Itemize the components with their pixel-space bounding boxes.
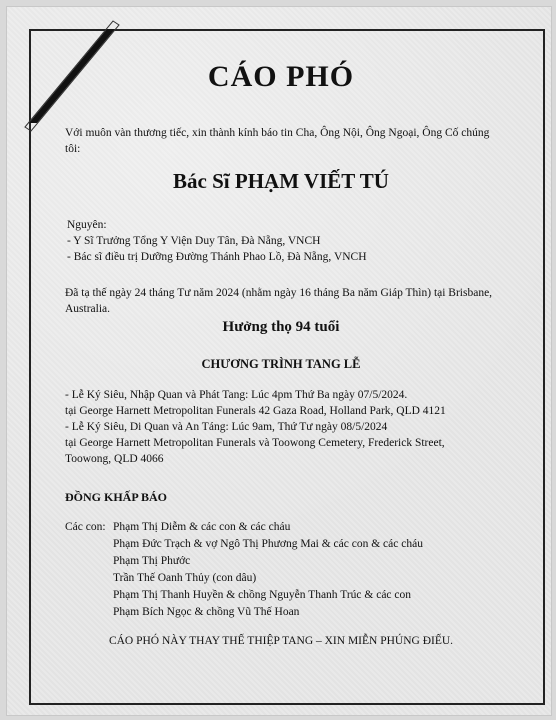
intro-text: Với muôn vàn thương tiếc, xin thành kính báo tin Cha, Ông Nội, Ông Ngoại, Ông Cố chúng tôi: <box>65 127 490 155</box>
page-title: CÁO PHÓ <box>207 60 355 93</box>
program-line: tại George Harnett Metropolitan Funerals 42 Gaza Road, Holland Park, QLD 4121 <box>65 405 446 417</box>
mourners-title: ĐỒNG KHẤP BÁO <box>65 490 168 504</box>
list-item <box>65 519 497 536</box>
former-position-item: - Y Sĩ Trưởng Tổng Y Viện Duy Tân, Đà Nẵng, VNCH <box>67 235 321 247</box>
list-item <box>65 570 497 587</box>
mourner-name: Phạm Bích Ngọc & chồng Vũ Thế Hoan <box>113 606 300 618</box>
program-line: - Lễ Ký Siêu, Nhập Quan và Phát Tang: Lúc 4pm Thứ Ba ngày 07/5/2024. <box>65 389 408 401</box>
date-of-passing: Đã tạ thế ngày 24 tháng Tư năm 2024 (nhằm ngày 16 tháng Ba năm Giáp Thìn) tại Brisbane, Australia. <box>65 287 493 315</box>
funeral-program <box>65 387 497 467</box>
list-item <box>65 604 497 621</box>
footer-note: CÁO PHÓ NÀY THAY THẾ THIỆP TANG – XIN MIỄN PHÚNG ĐIẾU. <box>108 635 454 647</box>
list-item <box>65 587 497 604</box>
mourner-name: Phạm Thị Phước <box>113 555 191 567</box>
children-label: Các con: <box>65 521 106 533</box>
program-line: Toowong, QLD 4066 <box>65 453 164 465</box>
age-line: Hưởng thọ 94 tuổi <box>222 319 340 335</box>
funeral-program-title: CHƯƠNG TRÌNH TANG LỄ <box>201 357 361 371</box>
list-item <box>65 536 497 553</box>
mourners-list <box>65 519 497 621</box>
mourner-name: Trần Thế Oanh Thủy (con dâu) <box>113 572 257 584</box>
mourner-name: Phạm Đức Trạch & vợ Ngô Thị Phương Mai & các con & các cháu <box>113 538 423 550</box>
former-positions <box>67 217 497 265</box>
mourner-name: Phạm Thị Thanh Huyền & chồng Nguyễn Thanh Trúc & các con <box>113 589 412 601</box>
former-position-item: - Bác sĩ điều trị Dưỡng Đường Thánh Phao Lồ, Đà Nẵng, VNCH <box>67 251 367 263</box>
deceased-name: Bác Sĩ PHẠM VIẾT TÚ <box>173 169 389 193</box>
program-line: - Lễ Ký Siêu, Di Quan và An Táng: Lúc 9am, Thứ Tư ngày 08/5/2024 <box>65 421 388 433</box>
mourner-name: Phạm Thị Diễm & các con & các cháu <box>113 521 291 533</box>
former-positions-label: Nguyên: <box>67 219 107 231</box>
list-item <box>65 553 497 570</box>
obituary-sheet <box>6 6 552 716</box>
program-line: tại George Harnett Metropolitan Funerals và Toowong Cemetery, Frederick Street, <box>65 437 445 449</box>
